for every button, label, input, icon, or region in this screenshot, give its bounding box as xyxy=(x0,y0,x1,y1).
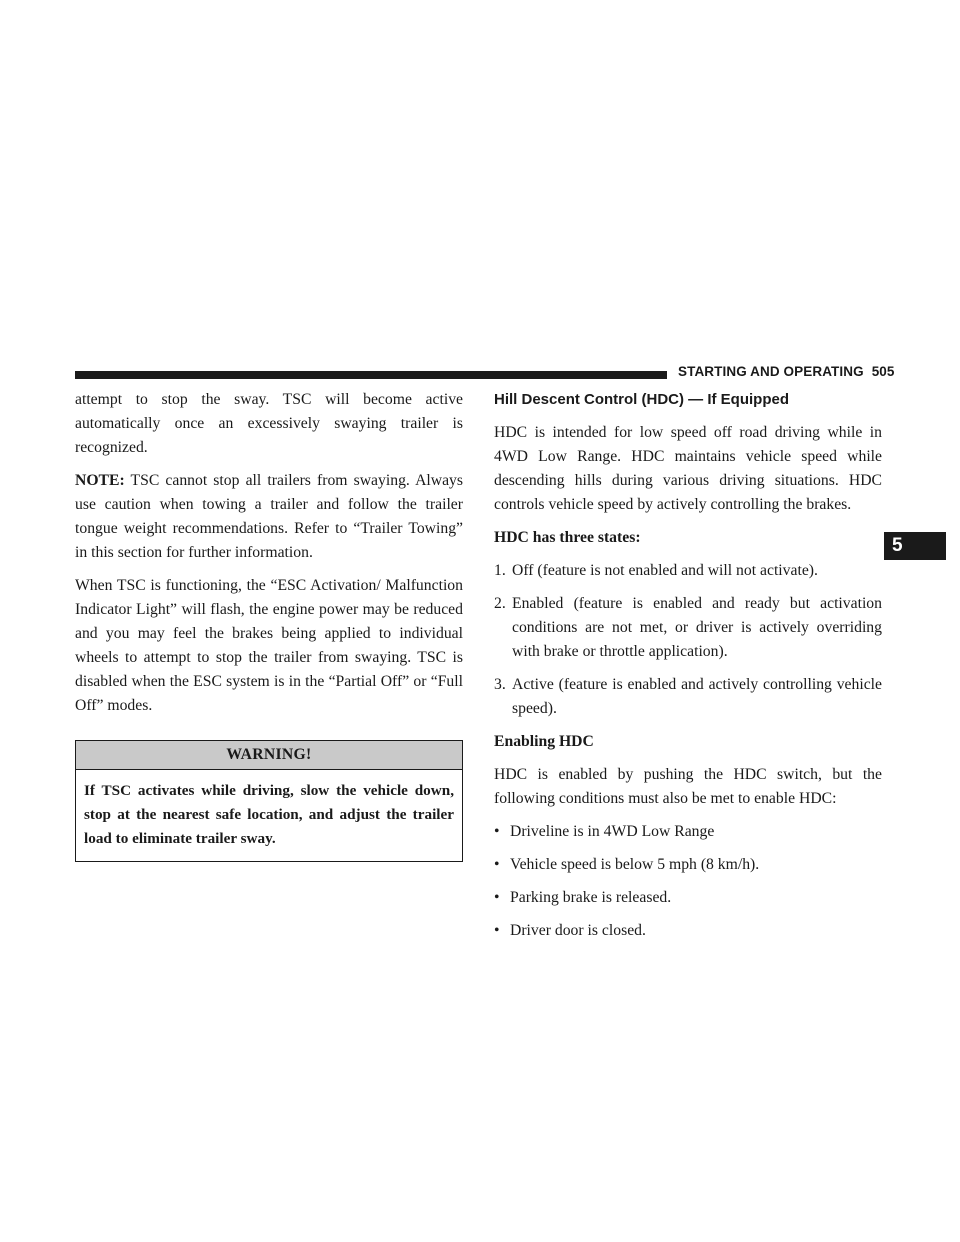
bullet-text: Parking brake is released. xyxy=(510,889,672,906)
states-label: HDC has three states: xyxy=(494,529,641,546)
page-number: 505 xyxy=(871,364,895,379)
list-item xyxy=(494,559,882,583)
section-heading: Hill Descent Control (HDC) — If Equipped xyxy=(494,391,789,408)
paragraph: When TSC is functioning, the “ESC Activation/ Malfunction Indicator Light” will flash, the engine power may be reduced and you may feel the brakes being applied to individual wheels to attempt to stop the trailer from swaying. TSC is disabled when the ESC system is in the “Partial Off” or “Full Off” modes. xyxy=(75,577,463,714)
paragraph: HDC is enabled by pushing the HDC switch, but the following conditions must also be met to enable HDC: xyxy=(494,766,882,807)
note-label: NOTE: xyxy=(75,472,125,489)
enabling-label: Enabling HDC xyxy=(494,733,594,750)
paragraph: HDC is intended for low speed off road driving while in 4WD Low Range. HDC maintains vehicle speed while descending hills during various driving situations. HDC controls vehicle speed by actively controlling the brakes. xyxy=(494,424,882,513)
warning-box xyxy=(75,740,463,862)
item-number: 1. xyxy=(494,562,506,579)
bullet-item xyxy=(494,919,882,943)
bullet-item xyxy=(494,820,882,844)
list-item xyxy=(494,673,882,721)
header-rule xyxy=(75,371,667,379)
right-column xyxy=(494,388,882,952)
bullet-icon: • xyxy=(494,889,500,906)
warning-title: WARNING! xyxy=(76,741,462,770)
left-column xyxy=(75,388,463,862)
bullet-item xyxy=(494,886,882,910)
list-item xyxy=(494,592,882,664)
warning-body: If TSC activates while driving, slow the vehicle down, stop at the nearest safe location, and adjust the trailer load to eliminate trailer sway. xyxy=(84,782,454,847)
chapter-tab: 5 xyxy=(884,532,946,560)
item-text: Active (feature is enabled and actively controlling vehicle speed). xyxy=(512,676,882,717)
note-text: TSC cannot stop all trailers from swaying. Always use caution when towing a trailer and follow the trailer tongue weight recommendations. Refer to “Trailer Towing” in this section for further information. xyxy=(75,472,463,561)
item-text: Off (feature is not enabled and will not activate). xyxy=(512,562,818,579)
bullet-icon: • xyxy=(494,823,500,840)
bullet-text: Driver door is closed. xyxy=(510,922,646,939)
note-paragraph xyxy=(75,469,463,565)
item-text: Enabled (feature is enabled and ready but activation conditions are not met, or driver is actively overriding with brake or throttle application). xyxy=(512,595,882,660)
bullet-text: Vehicle speed is below 5 mph (8 km/h). xyxy=(510,856,760,873)
item-number: 2. xyxy=(494,595,506,612)
bullet-text: Driveline is in 4WD Low Range xyxy=(510,823,715,840)
running-header xyxy=(678,364,908,379)
bullet-item xyxy=(494,853,882,877)
bullet-icon: • xyxy=(494,856,500,873)
item-number: 3. xyxy=(494,676,506,693)
bullet-icon: • xyxy=(494,922,500,939)
paragraph: attempt to stop the sway. TSC will become active automatically once an excessively swaying trailer is recognized. xyxy=(75,391,463,456)
section-title: STARTING AND OPERATING xyxy=(678,364,864,379)
